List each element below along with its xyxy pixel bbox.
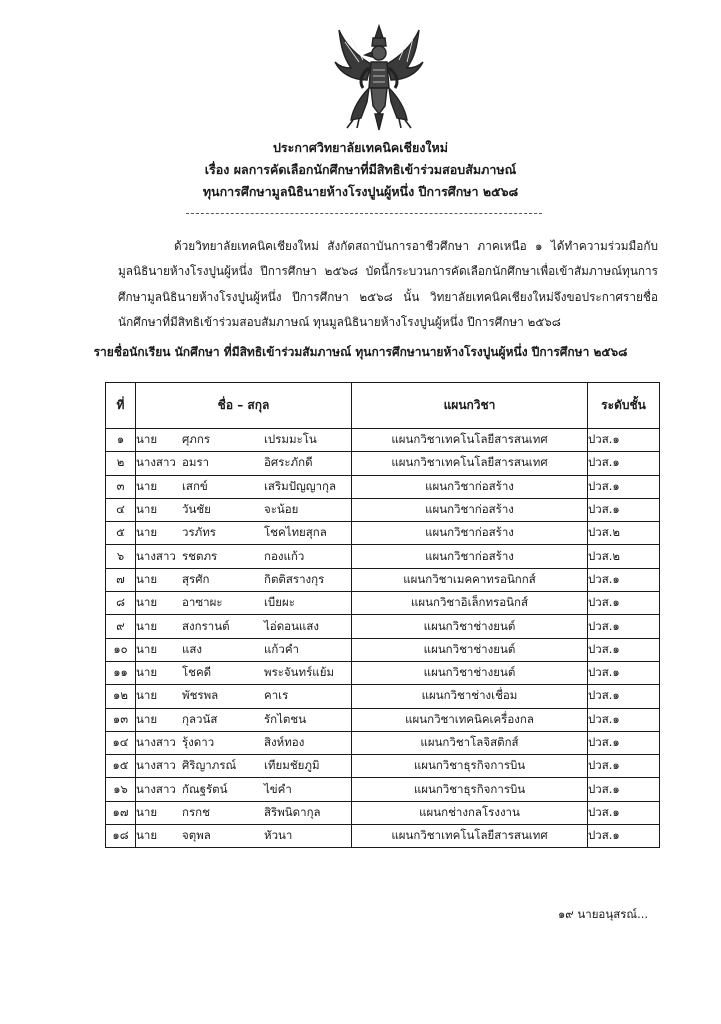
level: ปวส.๑ [588,825,660,848]
student-name [136,475,352,498]
level: ปวส.๒ [588,545,660,568]
header-no: ที่ [106,383,136,429]
student-name [136,452,352,475]
table-row [106,615,660,638]
table-row [106,801,660,824]
level: ปวส.๑ [588,708,660,731]
level: ปวส.๑ [588,592,660,615]
student-name [136,638,352,661]
name-title: นาย [136,525,158,540]
level: ปวส.๑ [588,801,660,824]
name-title: นางสาว [136,735,176,749]
level: ปวส.๑ [588,568,660,591]
department: แผนกวิชาช่างยนต์ [352,661,588,684]
first-name: แสง [182,641,203,656]
row-number: ๑๑ [106,661,136,684]
name-title: นาย [136,688,158,703]
department: แผนกวิชาเทคโนโลยีสารสนเทศ [352,429,588,452]
department: แผนกวิชาเมคคาทรอนิกกส์ [352,568,588,591]
level: ปวส.๑ [588,731,660,754]
first-name: อาซาผะ [182,595,223,610]
student-name [136,592,352,615]
student-name [136,568,352,591]
name-title: นาย [136,828,158,843]
department: แผนกวิชาธุรกิจการบิน [352,778,588,801]
department: แผนกวิชาอิเล็กทรอนิกส์ [352,592,588,615]
last-name: โชคไทยสุกล [264,525,327,540]
name-title: นางสาว [136,758,176,773]
row-number: ๑๕ [106,755,136,778]
last-name: กองแก้ว [264,548,305,563]
table-row [106,429,660,452]
student-name [136,731,352,754]
name-title: นางสาว [136,781,176,796]
row-number: ๓ [106,475,136,498]
student-name [136,801,352,824]
table-row [106,452,660,475]
last-name: ไข่คำ [264,781,292,796]
department: แผนกวิชาช่างยนต์ [352,638,588,661]
student-name [136,498,352,521]
table-row [106,545,660,568]
table-row [106,592,660,615]
row-number: ๑๓ [106,708,136,731]
department: แผนกวิชาก่อสร้าง [352,545,588,568]
last-name: อิศระภักดี [264,455,313,470]
first-name: กัณฐรัตน์ [182,781,228,796]
table-row [106,498,660,521]
last-name: รักไตชน [264,711,307,726]
last-name: สิงห์ทอง [264,735,305,749]
first-name: รุ้งดาว [182,735,215,749]
department: แผนกวิชาเทคนิคเครื่องกล [352,708,588,731]
last-name: จะน้อย [264,502,299,517]
row-number: ๑๗ [106,801,136,824]
first-name: เสกข์ [182,478,208,493]
level: ปวส.๑ [588,638,660,661]
row-number: ๕ [106,522,136,545]
student-name [136,522,352,545]
last-name: หัวนา [264,828,293,843]
level: ปวส.๑ [588,429,660,452]
last-name: ไอ่ดอนแสง [264,618,319,633]
first-name: ศิริญาภรณ์ [182,758,237,773]
row-number: ๙ [106,615,136,638]
name-title: นางสาว [136,455,176,470]
level: ปวส.๑ [588,778,660,801]
student-name [136,755,352,778]
department: แผนกวิชาโลจิสติกส์ [352,731,588,754]
table-row [106,755,660,778]
level: ปวส.๑ [588,661,660,684]
name-title: นาย [136,641,158,656]
header-department: แผนกวิชา [352,383,588,429]
name-title: นาย [136,618,158,633]
table-row [106,685,660,708]
announcement-title: ประกาศวิทยาลัยเทคนิคเชียงใหม่ [272,140,449,155]
table-row [106,568,660,591]
department: แผนกวิชาเทคโนโลยีสารสนเทศ [352,452,588,475]
table-row [106,778,660,801]
student-name [136,825,352,848]
level: ปวส.๑ [588,475,660,498]
level: ปวส.๑ [588,755,660,778]
student-name [136,429,352,452]
first-name: พัชรพล [182,688,219,703]
department: แผนกวิชาธุรกิจการบิน [352,755,588,778]
last-name: แก้วคำ [264,641,299,656]
row-number: ๘ [106,592,136,615]
department: แผนกวิชาก่อสร้าง [352,522,588,545]
name-title: นาย [136,502,158,517]
last-name: เบียผะ [264,595,295,610]
level: ปวส.๑ [588,452,660,475]
name-title: นาย [136,804,158,819]
department: แผนกวิชาช่างยนต์ [352,615,588,638]
student-name [136,615,352,638]
first-name: อมรา [182,455,210,470]
table-header-row [106,383,660,429]
name-title: นาย [136,432,158,447]
row-number: ๑๒ [106,685,136,708]
table-row [106,475,660,498]
name-title: นาย [136,711,158,726]
last-name: สิริพนิดากุล [264,804,321,819]
list-title: รายชื่อนักเรียน นักศึกษา ที่มีสิทธิเข้าร่วมสัมภาษณ์ ทุนการศึกษานายห้างโรงปูนผู้หนึ่ง ปีการศึกษา ๒๕๖๘ [93,345,628,359]
student-name [136,708,352,731]
row-number: ๑ [106,429,136,452]
row-number: ๑๐ [106,638,136,661]
name-title: นาย [136,571,158,586]
level: ปวส.๑ [588,498,660,521]
department: แผนกวิชาเทคโนโลยีสารสนเทศ [352,825,588,848]
first-name: วันชัย [182,502,211,517]
student-name [136,685,352,708]
student-name [136,545,352,568]
name-title: นางสาว [136,548,176,563]
table-row [106,522,660,545]
student-name [136,778,352,801]
last-name: เสริมปัญญากุล [264,478,337,493]
department: แผนกวิชาช่างเชื่อม [352,685,588,708]
first-name: กรกช [182,804,210,819]
announcement-subtitle: ทุนการศึกษามูลนิธินายห้างโรงปูนผู้หนึ่ง ปีการศึกษา ๒๕๖๘ [202,184,519,199]
continuation-note: ๑๙ นายอนุสรณ์... [558,907,649,921]
row-number: ๑๖ [106,778,136,801]
first-name: วรภัทร [182,525,216,540]
last-name: กิตติสรางกุร [264,571,325,586]
announcement-body: ด้วยวิทยาลัยเทคนิคเชียงใหม่ สังกัดสถาบันการอาชีวศึกษา ภาคเหนือ ๑ ได้ทำความร่วมมือกับมูลนิธินายห้างโรงปูนผู้หนึ่ง ปีการศึกษา ๒๕๖๘ บัดนี้กระบวนการคัดเลือกนักศึกษาเพื่อเข้าสัมภาษณ์ทุนการศึกษามูลนิธินายห้างโรงปูนผู้หนึ่ง ปีการศึกษา ๒๕๖๘ นั้น วิทยาลัยเทคนิคเชียงใหม่จึงขอประกาศรายชื่อนักศึกษาที่มีสิทธิเข้าร่วมสอบสัมภาษณ์ ทุนมูลนิธินายห้างโรงปูนผู้หนึ่ง ปีการศึกษา ๒๕๖๘ [118,239,658,329]
row-number: ๑๘ [106,825,136,848]
last-name: พระจันทร์แย้ม [264,665,335,680]
department: แผนกช่างกลโรงงาน [352,801,588,824]
row-number: ๒ [106,452,136,475]
level: ปวส.๑ [588,685,660,708]
row-number: ๗ [106,568,136,591]
garuda-emblem-icon [331,22,427,134]
last-name: เปรมมะโน [264,432,317,447]
first-name: สงกรานต์ [182,618,230,633]
level: ปวส.๑ [588,615,660,638]
student-name [136,661,352,684]
header-level: ระดับชั้น [588,383,660,429]
table-row [106,638,660,661]
table-row [106,731,660,754]
first-name: รชตภร [182,548,218,563]
row-number: ๔ [106,498,136,521]
first-name: ศุภกร [182,432,211,447]
announcement-subject: เรื่อง ผลการคัดเลือกนักศึกษาที่มีสิทธิเข้าร่วมสอบสัมภาษณ์ [204,162,517,177]
candidate-table [105,382,660,848]
table-row [106,661,660,684]
name-title: นาย [136,665,158,680]
header-divider [186,213,542,214]
department: แผนกวิชาก่อสร้าง [352,498,588,521]
last-name: เทียมชัยภูมิ [264,758,320,773]
first-name: จตุพล [182,828,211,843]
first-name: สุรศัก [182,571,210,586]
table-body [106,429,660,848]
header-name: ชื่อ – สกุล [136,383,352,429]
name-title: นาย [136,478,158,493]
first-name: โชคดี [182,665,212,680]
level: ปวส.๒ [588,522,660,545]
row-number: ๑๔ [106,731,136,754]
name-title: นาย [136,595,158,610]
department: แผนกวิชาก่อสร้าง [352,475,588,498]
table-row [106,825,660,848]
table-row [106,708,660,731]
first-name: กุลวนัส [182,711,218,726]
last-name: คาเร [264,688,289,703]
row-number: ๖ [106,545,136,568]
